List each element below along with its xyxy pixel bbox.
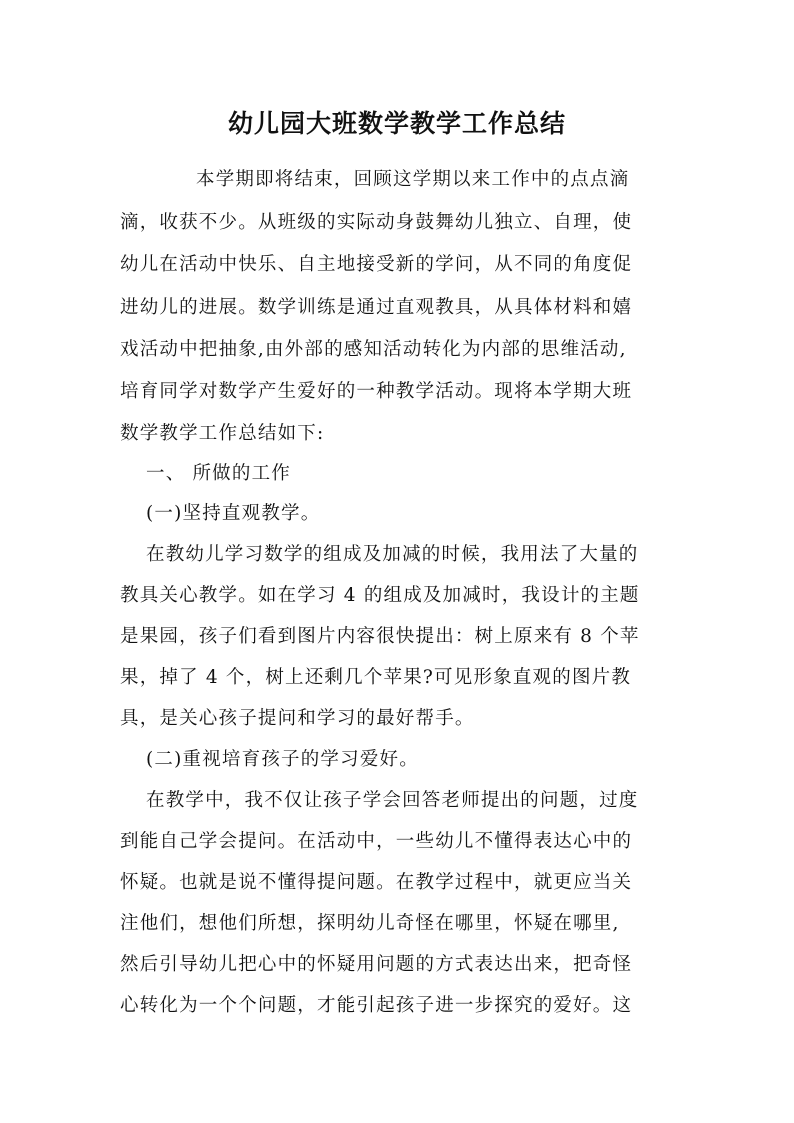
paragraph-line: 注他们，想他们所想，探明幼儿奇怪在哪里，怀疑在哪里, [120, 913, 620, 934]
paragraph-line: 心转化为一个个问题，才能引起孩子进一步探究的爱好。这 [120, 995, 633, 1016]
paragraph-line: 幼儿在活动中快乐、自主地接受新的学问，从不同的角度促 [120, 254, 633, 275]
paragraph-line: 果，掉了 4 个，树上还剩几个苹果?可见形象直观的图片教 [120, 667, 632, 688]
paragraph-line: 在教幼儿学习数学的组成及加减的时候，我用法了大量的 [146, 544, 639, 565]
paragraph-line: 然后引导幼儿把心中的怀疑用问题的方式表达出来，把奇怪 [120, 954, 633, 975]
paragraph-line: 本学期即将结束，回顾这学期以来工作中的点点滴 [196, 169, 630, 190]
section-heading: 一、 所做的工作 [146, 463, 291, 484]
subsection-heading: (二)重视培育孩子的学习爱好。 [146, 749, 419, 770]
paragraph-line: 是果园，孩子们看到图片内容很快提出：树上原来有 8 个苹 [120, 626, 640, 647]
paragraph-line: 在教学中，我不仅让孩子学会回答老师提出的问题，过度 [146, 790, 639, 811]
paragraph-line: 具，是关心孩子提问和学习的最好帮手。 [120, 708, 475, 729]
document-title: 幼儿园大班数学教学工作总结 [227, 109, 566, 138]
paragraph-line: 数学教学工作总结如下: [120, 423, 325, 444]
paragraph-line: 教具关心教学。如在学习 4 的组成及加减时，我设计的主题 [120, 585, 640, 606]
subsection-heading: (一)坚持直观教学。 [146, 503, 321, 524]
paragraph-line: 到能自己学会提问。在活动中，一些幼儿不懂得表达心中的 [120, 831, 633, 852]
paragraph-line: 戏活动中把抽象,由外部的感知活动转化为内部的思维活动, [120, 339, 627, 360]
paragraph-line: 滴，收获不少。从班级的实际动身鼓舞幼儿独立、自理，使 [120, 212, 633, 233]
paragraph-line: 培育同学对数学产生爱好的一种教学活动。现将本学期大班 [120, 381, 633, 402]
paragraph-line: 进幼儿的进展。数学训练是通过直观教具，从具体材料和嬉 [120, 297, 633, 318]
paragraph-line: 怀疑。也就是说不懂得提问题。在教学过程中，就更应当关 [120, 872, 633, 893]
